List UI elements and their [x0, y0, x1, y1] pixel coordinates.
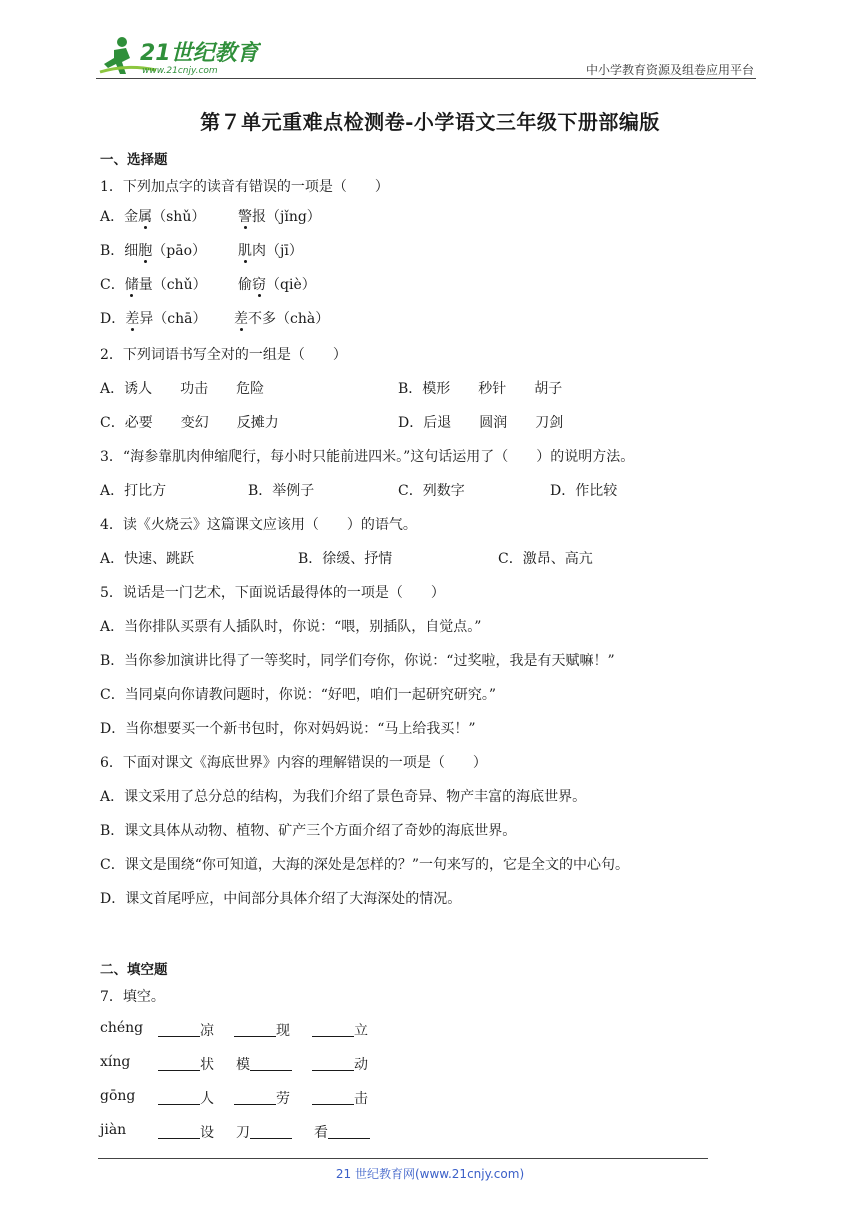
question-6-option-a[interactable]: A．课文采用了总分总的结构，为我们介绍了景色奇异、物产丰富的海底世界。 — [100, 789, 587, 805]
question-6-option-c[interactable]: C．课文是围绕“你可知道，大海的深处是怎样的？”一句来写的，它是全文的中心句。 — [100, 857, 630, 873]
section-heading-choice: 一、选择题 — [100, 152, 168, 168]
question-1-option-d[interactable]: D．差异（chā） — [100, 311, 207, 327]
question-1-option-c-word2: 偷窃（qiè） — [238, 277, 316, 293]
answer-blank[interactable] — [312, 1022, 354, 1037]
svg-text:www.21cnjy.com: www.21cnjy.com — [142, 66, 218, 76]
answer-blank[interactable] — [234, 1090, 276, 1105]
answer-blank[interactable] — [328, 1124, 370, 1139]
question-2-option-a[interactable]: A．诱人 功击 危险 — [100, 381, 265, 397]
question-6-option-b[interactable]: B．课文具体从动物、植物、矿产三个方面介绍了奇妙的海底世界。 — [100, 823, 517, 839]
runner-logo-icon — [96, 34, 261, 78]
question-1-stem: 1．下列加点字的读音有错误的一项是（ ） — [100, 179, 389, 195]
question-5-option-d[interactable]: D．当你想要买一个新书包时，你对妈妈说：“马上给我买！” — [100, 721, 476, 737]
question-3-option-a[interactable]: A．打比方 — [100, 483, 167, 499]
question-3-stem: 3．“海参靠肌肉伸缩爬行，每小时只能前进四米。”这句话运用了（ ）的说明方法。 — [100, 449, 635, 465]
site-logo — [96, 34, 261, 78]
question-5-option-a[interactable]: A．当你排队买票有人插队时，你说：“喂，别插队，自觉点。” — [100, 619, 482, 635]
answer-blank[interactable] — [234, 1022, 276, 1037]
question-1-option-d-word2: 差不多（chà） — [234, 311, 330, 327]
answer-blank[interactable] — [312, 1056, 354, 1071]
question-1-option-c[interactable]: C．储量（chǔ） — [100, 277, 207, 293]
question-3-option-d[interactable]: D．作比较 — [550, 483, 618, 499]
question-2-stem: 2．下列词语书写全对的一组是（ ） — [100, 347, 347, 363]
section-heading-fill: 二、填空题 — [100, 962, 168, 978]
question-3-option-c[interactable]: C．列数字 — [398, 483, 465, 499]
question-4-option-a[interactable]: A．快速、跳跃 — [100, 551, 195, 567]
question-2-option-c[interactable]: C．必要 变幻 反摊力 — [100, 415, 279, 431]
question-5-stem: 5．说话是一门艺术，下面说话最得体的一项是（ ） — [100, 585, 445, 601]
answer-blank[interactable] — [158, 1124, 200, 1139]
question-1-option-b[interactable]: B．细胞（pāo） — [100, 243, 207, 259]
answer-blank[interactable] — [250, 1124, 292, 1139]
footer-divider — [98, 1158, 708, 1159]
page-title: 第７单元重难点检测卷-小学语文三年级下册部编版 — [200, 110, 660, 134]
answer-blank[interactable] — [158, 1090, 200, 1105]
question-7-stem: 7．填空。 — [100, 989, 165, 1005]
answer-blank[interactable] — [250, 1056, 292, 1071]
question-4-option-c[interactable]: C．激昂、高亢 — [498, 551, 593, 567]
question-1-option-a-word2: 警报（jǐng） — [238, 209, 321, 225]
answer-blank[interactable] — [158, 1056, 200, 1071]
question-1-option-b-word2: 肌肉（jī） — [238, 243, 303, 259]
question-1-option-a[interactable]: A．金属（shǔ） — [100, 209, 206, 225]
question-2-option-d[interactable]: D．后退 圆润 刀剑 — [398, 415, 564, 431]
question-4-stem: 4．读《火烧云》这篇课文应该用（ ）的语气。 — [100, 517, 417, 533]
footer-link[interactable]: 21 世纪教育网(www.21cnjy.com) — [335, 1167, 525, 1181]
platform-name: 中小学教育资源及组卷应用平台 — [585, 63, 754, 77]
question-4-option-b[interactable]: B．徐缓、抒情 — [298, 551, 393, 567]
question-6-option-d[interactable]: D．课文首尾呼应，中间部分具体介绍了大海深处的情况。 — [100, 891, 462, 907]
header-divider — [96, 78, 756, 79]
svg-text:21世纪教育: 21世纪教育 — [140, 41, 259, 66]
question-5-option-b[interactable]: B．当你参加演讲比得了一等奖时，同学们夸你，你说：“过奖啦，我是有天赋嘛！” — [100, 653, 615, 669]
question-3-option-b[interactable]: B．举例子 — [248, 483, 315, 499]
answer-blank[interactable] — [158, 1022, 200, 1037]
question-5-option-c[interactable]: C．当同桌向你请教问题时，你说：“好吧，咱们一起研究研究。” — [100, 687, 497, 703]
question-6-stem: 6．下面对课文《海底世界》内容的理解错误的一项是（ ） — [100, 755, 487, 771]
answer-blank[interactable] — [312, 1090, 354, 1105]
question-2-option-b[interactable]: B．模形 秒针 胡子 — [398, 381, 563, 397]
